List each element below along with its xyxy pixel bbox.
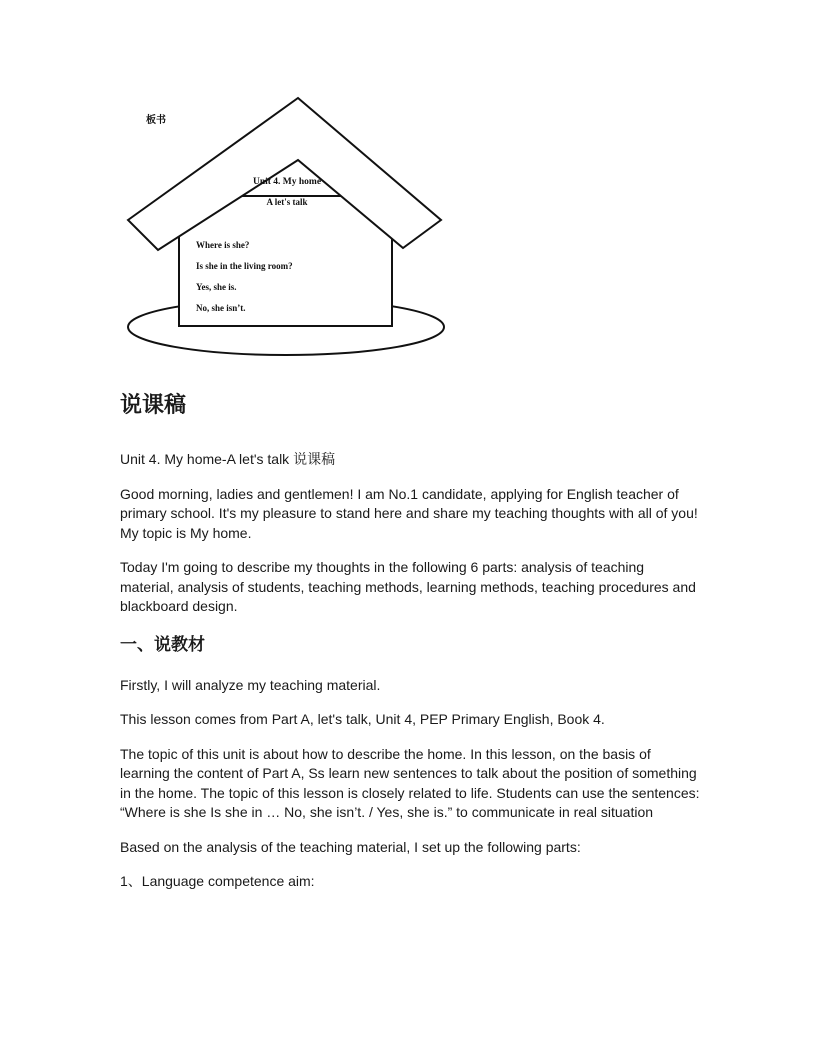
paragraph-3: The topic of this unit is about how to describe the home. In this lesson, on the basis of learning the content of Part A, Ss learn new sentences to talk about the position of something in the home. The topic of this lesson is closely related to life. Students can use the sentences: “Where is she Is she in … No, she isn’t. / Yes, she is.” to communicate in real situation [120,745,700,820]
section-heading-teaching-material: 一、说教材 [120,634,205,655]
paragraph-2: This lesson comes from Part A, let's talk, Unit 4, PEP Primary English, Book 4. [120,711,605,727]
lesson-text: A let's talk [266,197,308,207]
unit-title-text: Unit 4. My home [252,177,322,187]
document-title: 说课稿 [120,393,187,418]
intro-paragraph-1: Good morning, ladies and gentlemen! I am No.1 candidate, applying for English teacher of primary school. It's my pleasure to stand here and share my teaching thoughts with all of you! My topic is My home. [120,485,698,541]
board-line-2: Is she in the living room? [196,261,293,271]
board-line-1: Where is she? [196,240,250,250]
intro-paragraph-2: Today I'm going to describe my thoughts in the following 6 parts: analysis of teaching material, analysis of students, teaching methods, learning methods, teaching procedures and blackboard design. [120,559,696,614]
paragraph-5: 1、Language competence aim: [120,873,315,889]
blackboard-house-diagram [0,0,816,380]
blackboard-label: 板书 [146,115,166,126]
board-line-4: No, she isn’t. [196,303,246,313]
document-body [120,388,700,907]
paragraph-4: Based on the analysis of the teaching material, I set up the following parts: [120,838,581,855]
board-line-3: Yes, she is. [196,282,237,292]
paragraph-1: Firstly, I will analyze my teaching material. [120,676,381,693]
document-subtitle: Unit 4. My home-A let's talk 说课稿 [120,451,336,467]
